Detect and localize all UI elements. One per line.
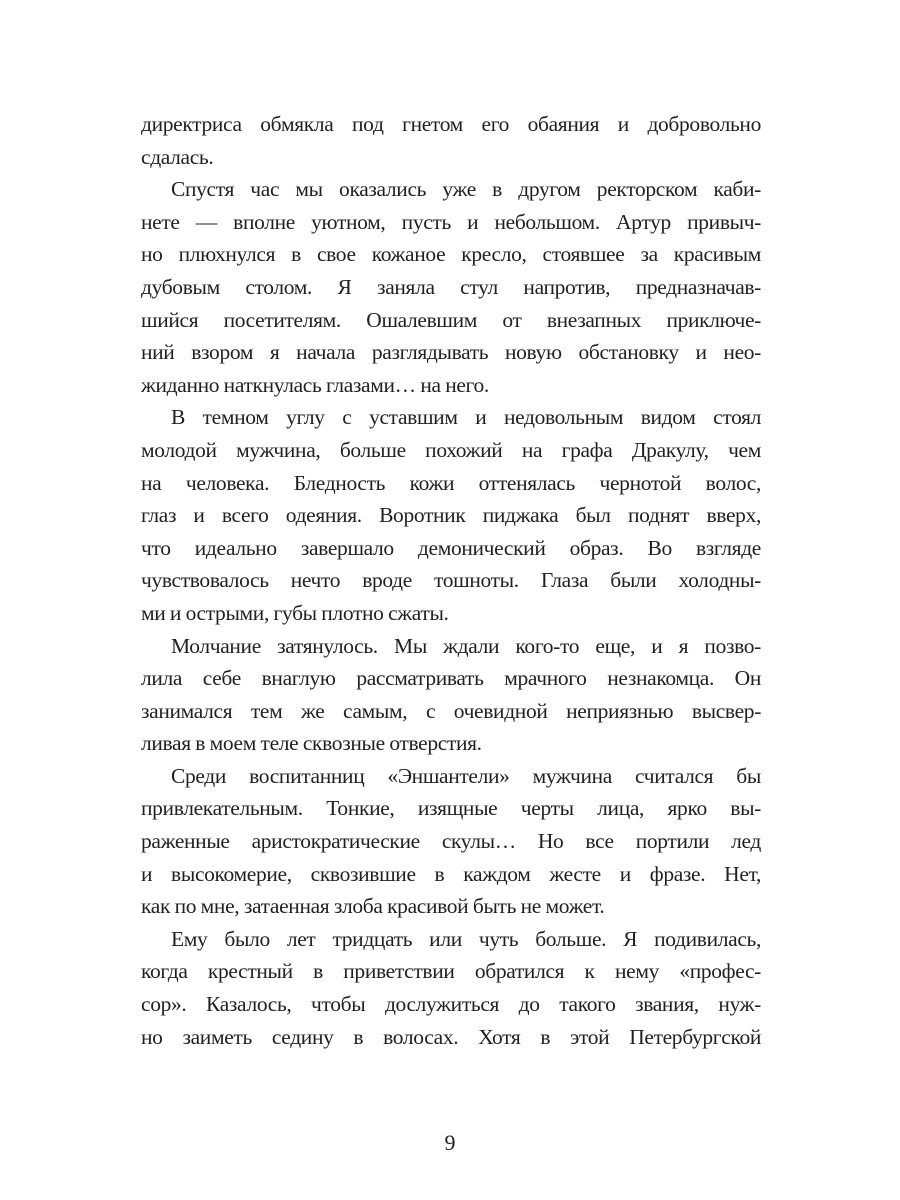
text-line: нете — вполне уютном, пусть и небольшом. Артур привыч- <box>141 209 761 234</box>
text-line: но заиметь седину в волосах. Хотя в этой Петербургской <box>141 1024 761 1049</box>
text-line: директриса обмякла под гнетом его обаяния и добровольно <box>141 112 761 136</box>
text-line: глаз и всего одеяния. Воротник пиджака был поднят вверх, <box>141 503 761 528</box>
text-line: сдалась. <box>141 144 214 169</box>
paragraph <box>141 760 761 923</box>
text-line: занимался тем же самым, с очевидной неприязнью высвер- <box>141 698 761 723</box>
text-line: на человека. Бледность кожи оттенялась чернотой волос, <box>141 470 761 495</box>
paragraph <box>141 923 761 1053</box>
text-line: привлекательным. Тонкие, изящные черты лица, ярко вы- <box>141 796 761 821</box>
text-line: Молчание затянулось. Мы ждали кого-то еще, и я позво- <box>171 633 761 658</box>
paragraph <box>141 630 761 760</box>
page-number: 9 <box>444 1130 456 1155</box>
text-line: ливая в моем теле сквозные отверстия. <box>141 731 482 756</box>
text-line: ми и острыми, губы плотно сжаты. <box>141 600 449 625</box>
text-line: когда крестный в приветствии обратился к нему «профес- <box>141 959 761 984</box>
text-line: как по мне, затаенная злоба красивой быть не может. <box>141 894 605 919</box>
text-line: дубовым столом. Я заняла стул напротив, предназначав- <box>141 274 761 299</box>
paragraph <box>141 108 761 173</box>
text-line: жиданно наткнулась глазами… на него. <box>141 372 489 397</box>
text-line: что идеально завершало демонический образ. Во взгляде <box>141 535 761 560</box>
text-line: Ему было лет тридцать или чуть больше. Я подивилась, <box>171 926 761 951</box>
text-line: раженные аристократические скулы… Но все портили лед <box>141 829 761 854</box>
text-line: Спустя час мы оказались уже в другом ректорском каби- <box>171 177 761 202</box>
text-line: сор». Казалось, чтобы дослужиться до такого звания, нуж- <box>141 992 761 1017</box>
text-line: но плюхнулся в свое кожаное кресло, стоявшее за красивым <box>141 242 761 267</box>
text-line: ний взором я начала разглядывать новую обстановку и нео- <box>141 340 761 365</box>
text-line: молодой мужчина, больше похожий на графа Дракулу, чем <box>141 437 761 462</box>
page-body <box>141 108 761 1053</box>
paragraph <box>141 173 761 401</box>
text-line: шийся посетителям. Ошалевшим от внезапных приключе- <box>141 307 761 332</box>
text-line: Среди воспитанниц «Эншантели» мужчина считался бы <box>171 763 761 788</box>
paragraph <box>141 401 761 629</box>
text-line: чувствовалось нечто вроде тошноты. Глаза были холодны- <box>141 568 761 593</box>
text-line: и высокомерие, сквозившие в каждом жесте и фразе. Нет, <box>141 861 761 886</box>
text-line: лила себе внаглую рассматривать мрачного незнакомца. Он <box>141 666 761 691</box>
text-line: В темном углу с уставшим и недовольным видом стоял <box>171 405 761 430</box>
